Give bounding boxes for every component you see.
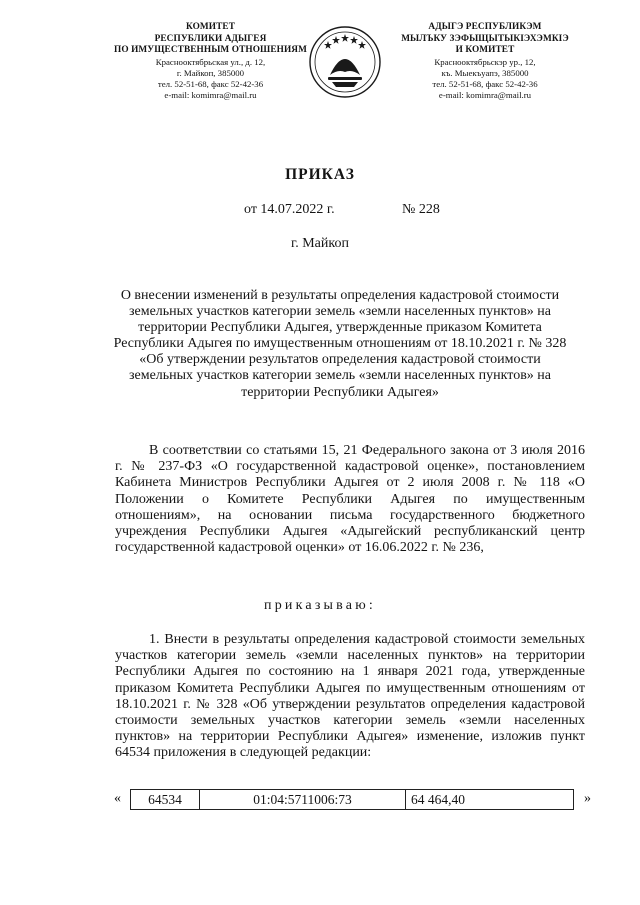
phone-ady: тел. 52-51-68, факс 52-42-36 (432, 78, 538, 89)
address-ady-line-1: Краснооктябрьскэр ур., 12, (434, 56, 536, 67)
amendment-table (130, 789, 574, 810)
document-subject: О внесении изменений в результаты определения кадастровой стоимости земельных участков категории земель «земли населенных пунктов» на территории Республики Адыгея, утвержденные приказом Комитета Республики Адыгея по имущественным отношениям от 18.10.2021 г. № 328 «Об утверждении результатов определения кадастровой стоимости земельных участков категории земель «земли населенных пунктов» на территории Республики Адыгея» (113, 288, 567, 400)
cadastral-value-cell: 64 464,40 (406, 790, 574, 810)
header-left (108, 22, 313, 101)
org-name-ru-line-2: РЕСПУБЛИКИ АДЫГЕЯ (154, 33, 267, 44)
document-number: № 228 (402, 202, 440, 217)
address-ru-line-2: г. Майкоп, 385000 (176, 67, 245, 78)
document-date: от 14.07.2022 г. (244, 202, 335, 217)
email-ady: e-mail: komimra@mail.ru (438, 89, 532, 100)
org-name-ru-line-1: КОМИТЕТ (185, 22, 236, 32)
document-title: ПРИКАЗ (285, 166, 355, 183)
decree-word: приказываю: (264, 598, 376, 613)
address-ru-line-1: Краснооктябрьская ул., д. 12, (155, 56, 266, 67)
org-name-ru-line-3: ПО ИМУЩЕСТВЕННЫМ ОТНОШЕНИЯМ (114, 45, 307, 55)
phone-ru: тел. 52-51-68, факс 52-42-36 (157, 78, 264, 89)
address-ady-line-2: къ. Мыекъуапэ, 385000 (441, 67, 529, 78)
item-1-paragraph: 1. Внести в результаты определения кадастровой стоимости земельных участков категории земель «земли населенных пунктов» на территории Республики Адыгея по состоянию на 1 января 2021 года, утвержденные приказом Комитета Республики Адыгея по имущественным отношениям от 18.10.2021 г. № 328 «Об утверждении результатов определения кадастровой стоимости земельных участков категории земель «земли населенных пунктов» на территории Республики Адыгея» изменение, изложив пункт 64534 приложения в следующей редакции: (115, 632, 585, 761)
quote-close: » (584, 791, 591, 806)
org-name-ady-line-2: МЫЛЪКУ ЗЭФЫЩЫТЫКІЭХЭМКІЭ (401, 33, 569, 44)
table-row (131, 790, 574, 810)
header-right (395, 22, 575, 101)
org-name-ady-line-3: И КОМИТЕТ (455, 45, 515, 55)
document-city: г. Майкоп (291, 236, 349, 251)
preamble-paragraph: В соответствии со статьями 15, 21 Федерального закона от 3 июля 2016 г. № 237-ФЗ «О государственной кадастровой оценке», постановлением Кабинета Министров Республики Адыгея от 2 июля 2008 г. № 118 «О Положении о Комитете Республики Адыгея по имущественным отношениям», на основании письма государственного бюджетного учреждения Республики Адыгея «Адыгейский республиканский центр государственной кадастровой оценки» от 16.06.2022 г. № 236, (115, 443, 585, 556)
quote-open: « (114, 791, 121, 806)
email-ru: e-mail: komimra@mail.ru (164, 89, 257, 100)
row-number-cell: 64534 (131, 790, 200, 810)
emblem-icon (308, 25, 382, 99)
cadastral-number-cell: 01:04:5711006:73 (200, 790, 406, 810)
org-name-ady-line-1: АДЫГЭ РЕСПУБЛИКЭМ (428, 22, 542, 32)
